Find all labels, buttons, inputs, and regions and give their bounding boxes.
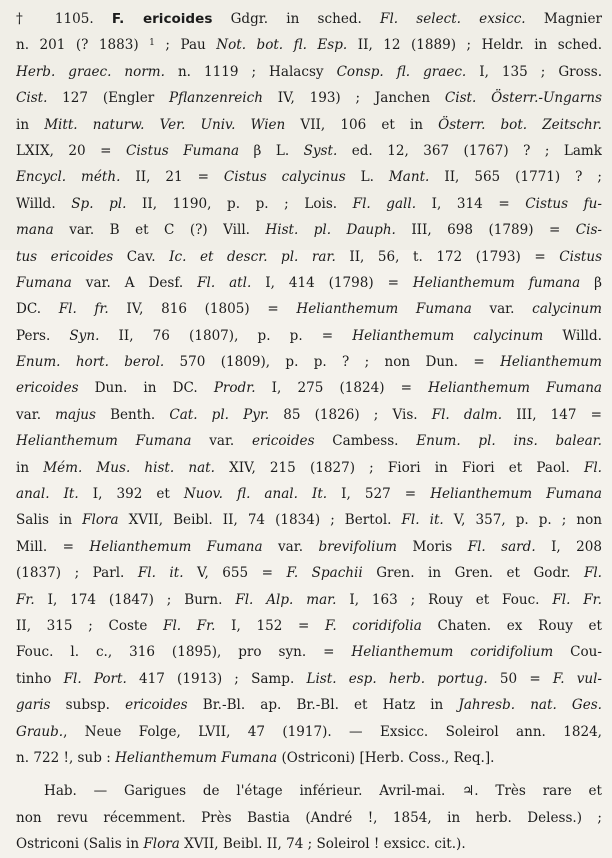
synonymy-text: Fl. select. exsicc.: [380, 11, 526, 27]
synonymy-text: β L.: [239, 142, 304, 159]
habitat-line: [16, 778, 602, 804]
synonymy-text: VII, 106 et in: [285, 116, 439, 133]
synonymy-text: I, 208: [535, 538, 602, 555]
synonymy-text: Helianthemum calycinum: [352, 327, 544, 344]
synonymy-text: Fl. gall.: [352, 195, 417, 212]
synonymy-text: III, 698 (1789) =: [395, 222, 576, 239]
synonymy-text: Helianthemum Fumana: [16, 433, 192, 450]
synonymy-line: [16, 296, 602, 322]
synonymy-text: Jahresb. nat. Ges.: [458, 697, 602, 714]
synonymy-line: [16, 217, 602, 243]
synonymy-line: [16, 639, 602, 665]
synonymy-text: Cis-: [575, 222, 602, 239]
synonymy-line: [16, 745, 602, 771]
synonymy-text: Mant.: [388, 169, 430, 186]
synonymy-line: [16, 481, 602, 507]
synonymy-text: 85 (1826) ; Vis.: [269, 406, 432, 423]
synonymy-text: brevifolium: [318, 538, 398, 555]
synonymy-text: Fl. it.: [401, 512, 444, 529]
synonymy-text: Prodr.: [213, 380, 256, 397]
synonymy-text: majus: [55, 406, 96, 423]
synonymy-text: Ic. et descr. pl. rar.: [169, 248, 336, 265]
synonymy-text: Cav.: [113, 248, 170, 265]
synonymy-text: Fl.: [583, 459, 602, 476]
synonymy-text: V, 655 =: [183, 565, 287, 582]
synonymy-text: Willd.: [543, 327, 602, 344]
synonymy-text: Helianthemum Fumana: [89, 538, 263, 555]
synonymy-line: [16, 534, 602, 560]
habitat-text: non revu récemment. Près Bastia (André !, 1854, in herb. Deless.) ;: [16, 809, 602, 826]
synonymy-text: IV, 816 (1805) =: [108, 301, 297, 318]
synonymy-text: Cou-: [553, 644, 602, 661]
synonymy-text: tinho: [16, 670, 64, 687]
synonymy-text: Benth.: [95, 406, 170, 423]
synonymy-text: III, 147 =: [502, 406, 602, 423]
synonymy-line: [16, 6, 602, 32]
synonymy-text: Fl. dalm.: [431, 406, 503, 423]
synonymy-text: n. 722 !, sub :: [16, 749, 116, 766]
synonymy-text: Not. bot. fl. Esp.: [216, 37, 348, 54]
synonymy-text: II, 76 (1807), p. p. =: [99, 327, 353, 344]
habitat-text: Hab. — Garigues de l'étage inférieur. Avril-mai. ♃. Très rare et: [44, 783, 602, 800]
synonymy-text: Moris: [397, 538, 468, 555]
synonymy-text: var.: [191, 433, 252, 450]
synonymy-text: Willd.: [16, 195, 72, 212]
synonymy-text: var.: [471, 301, 533, 318]
synonymy-text: 50 =: [487, 670, 553, 687]
synonymy-line: [16, 270, 602, 296]
synonymy-text: Enum. hort. berol.: [16, 354, 165, 371]
synonymy-text: Helianthemum fumana: [412, 274, 581, 291]
synonymy-text: Graub.: [16, 723, 64, 740]
synonymy-text: Fr.: [16, 591, 35, 608]
synonymy-text: 417 (1913) ; Samp.: [126, 670, 307, 687]
habitat-line: [16, 805, 602, 831]
synonymy-text: Fl. Alp. mar.: [235, 591, 337, 608]
synonymy-paragraph: [16, 6, 602, 771]
synonymy-text: I, 163 ; Rouy et Fouc.: [336, 591, 553, 608]
synonymy-text: II, 21 =: [120, 169, 224, 186]
synonymy-text: I, 314 =: [416, 195, 526, 212]
synonymy-text: Mill. =: [16, 538, 90, 555]
synonymy-text: Salis in: [16, 512, 83, 529]
synonymy-text: var. B et C (?) Vill.: [53, 222, 266, 239]
synonymy-text: Cistus fu-: [525, 195, 602, 212]
synonymy-text: List. esp. herb. portug.: [306, 670, 488, 687]
synonymy-text: Encycl. méth.: [16, 169, 121, 186]
synonymy-text: var.: [262, 538, 319, 555]
synonymy-text: Chaten. ex Rouy et: [421, 617, 602, 634]
synonymy-text: IV, 193) ; Janchen: [262, 90, 445, 107]
synonymy-text: DC.: [16, 301, 59, 318]
synonymy-text: 570 (1809), p. p. ? ; non Dun. =: [164, 354, 501, 371]
synonymy-line: [16, 560, 602, 586]
synonymy-text: Enum. pl. ins. balear.: [416, 433, 602, 450]
synonymy-text: Magnier: [525, 11, 602, 27]
synonymy-text: Fl. it.: [137, 565, 184, 582]
synonymy-text: (Ostriconi) [Herb. Coss., Req.].: [277, 749, 495, 766]
synonymy-text: Cistus Fumana: [125, 142, 240, 159]
synonymy-text: garis: [16, 697, 51, 714]
synonymy-text: I, 414 (1798) =: [251, 274, 413, 291]
synonymy-text: F. coridifolia: [325, 617, 422, 634]
synonymy-text: mana: [16, 222, 54, 239]
synonymy-line: [16, 587, 602, 613]
synonymy-text: Fl.: [583, 565, 602, 582]
synonymy-text: ericoides: [251, 433, 315, 450]
synonymy-text: Fl. Fr.: [552, 591, 602, 608]
synonymy-text: ericoides: [125, 697, 188, 714]
synonymy-text: Helianthemum Fumana: [296, 301, 472, 318]
synonymy-text: Pers.: [16, 327, 70, 344]
synonymy-text: Br.-Bl. ap. Br.-Bl. et Hatz in: [187, 697, 459, 714]
synonymy-line: [16, 85, 602, 111]
synonymy-text: 127 (Engler: [47, 90, 169, 107]
synonymy-line: [16, 455, 602, 481]
synonymy-text: in: [16, 116, 45, 133]
synonymy-text: Dun. in DC.: [78, 380, 214, 397]
synonymy-text: II, 565 (1771) ? ;: [429, 169, 602, 186]
synonymy-text: II, 56, t. 172 (1793) =: [335, 248, 560, 265]
synonymy-text: Mém. Mus. hist. nat.: [43, 459, 215, 476]
synonymy-text: Fl. atl.: [197, 274, 252, 291]
synonymy-text: , Neue Folge, LVII, 47 (1917). — Exsicc. Soleirol ann. 1824,: [63, 723, 602, 740]
synonymy-text: n. 1119 ; Halacsy: [164, 63, 337, 80]
synonymy-text: I, 174 (1847) ; Burn.: [34, 591, 236, 608]
synonymy-text: Helianthemum Fumana: [428, 380, 602, 397]
synonymy-text: var.: [16, 406, 56, 423]
synonymy-text: Cambess.: [314, 433, 417, 450]
synonymy-text: Fl. sard.: [467, 538, 536, 555]
synonymy-text: Helianthemum Fumana: [430, 486, 602, 503]
synonymy-text: anal. It.: [16, 486, 79, 503]
synonymy-text: Gren. in Gren. et Godr.: [362, 565, 584, 582]
synonymy-text: I, 275 (1824) =: [255, 380, 429, 397]
synonymy-text: Helianthemum Fumana: [115, 749, 278, 766]
synonymy-line: [16, 692, 602, 718]
synonymy-line: [16, 323, 602, 349]
synonymy-line: [16, 402, 602, 428]
synonymy-text: ed. 12, 367 (1767) ? ; Lamk: [337, 142, 602, 159]
synonymy-text: calycinum: [532, 301, 602, 318]
synonymy-text: Cist.: [16, 90, 48, 107]
synonymy-text: Flora: [82, 512, 119, 529]
synonymy-text: Mitt. naturw. Ver. Univ. Wien: [44, 116, 286, 133]
synonymy-text: II, 315 ; Coste: [16, 617, 164, 634]
habitat-text: Ostriconi (Salis in: [16, 836, 144, 853]
synonymy-text: I, 527 =: [327, 486, 431, 503]
footnote-mark: 1: [149, 38, 155, 49]
habitat-line: [16, 831, 602, 857]
synonymy-text: Sp. pl.: [71, 195, 127, 212]
habitat-text: XVII, Beibl. II, 74 ; Soleirol ! exsicc. cit.).: [179, 836, 466, 853]
synonymy-line: [16, 112, 602, 138]
habitat-paragraph: [16, 778, 602, 857]
synonymy-text: Helianthemum: [500, 354, 602, 371]
synonymy-line: [16, 613, 602, 639]
synonymy-line: [16, 719, 602, 745]
synonymy-text: † 1105.: [16, 11, 112, 27]
synonymy-text: var. A Desf.: [71, 274, 198, 291]
synonymy-text: Fl. fr.: [58, 301, 109, 318]
synonymy-text: β: [580, 274, 602, 291]
synonymy-text: Helianthemum coridifolium: [351, 644, 554, 661]
synonymy-text: Österr. bot. Zeitschr.: [438, 116, 602, 133]
synonymy-text: II, 1190, p. p. ; Lois.: [126, 195, 353, 212]
synonymy-text: Fl. Fr.: [163, 617, 216, 634]
synonymy-line: [16, 507, 602, 533]
synonymy-line: [16, 349, 602, 375]
synonymy-text: Cat. pl. Pyr.: [169, 406, 270, 423]
synonymy-text: ; Pau: [154, 37, 217, 54]
synonymy-text: Nuov. fl. anal. It.: [183, 486, 328, 503]
synonymy-text: Syn.: [69, 327, 100, 344]
synonymy-text: Cistus calycinus: [223, 169, 346, 186]
species-entry: [16, 6, 602, 858]
synonymy-text: (1837) ; Parl.: [16, 565, 138, 582]
habitat-text: Flora: [143, 836, 180, 853]
synonymy-text: ericoides: [16, 380, 79, 397]
synonymy-text: Cist. Österr.-Ungarns: [444, 90, 602, 107]
synonymy-text: n. 201 (? 1883): [16, 37, 150, 54]
synonymy-line: [16, 191, 602, 217]
synonymy-line: [16, 164, 602, 190]
synonymy-text: Pflanzenreich: [168, 90, 263, 107]
synonymy-line: [16, 244, 602, 270]
synonymy-text: Fl. Port.: [63, 670, 127, 687]
synonymy-text: XIV, 215 (1827) ; Fiori in Fiori et Paol.: [214, 459, 584, 476]
species-name: F. ericoides: [111, 11, 213, 27]
synonymy-text: F. vul-: [552, 670, 602, 687]
synonymy-text: in: [16, 459, 44, 476]
synonymy-text: Cistus: [559, 248, 602, 265]
synonymy-text: Fouc. l. c., 316 (1895), pro syn. =: [16, 644, 352, 661]
synonymy-text: Herb. graec. norm.: [16, 63, 165, 80]
synonymy-text: L.: [345, 169, 389, 186]
synonymy-text: V, 357, p. p. ; non: [443, 512, 602, 529]
synonymy-text: Hist. pl. Dauph.: [265, 222, 396, 239]
synonymy-line: [16, 32, 602, 58]
synonymy-text: F. Spachii: [286, 565, 363, 582]
synonymy-line: [16, 666, 602, 692]
synonymy-line: [16, 428, 602, 454]
synonymy-line: [16, 138, 602, 164]
synonymy-text: LXIX, 20 =: [16, 142, 126, 159]
synonymy-text: I, 152 =: [215, 617, 326, 634]
synonymy-text: II, 12 (1889) ; Heldr. in sched.: [347, 37, 602, 54]
synonymy-text: I, 135 ; Gross.: [466, 63, 602, 80]
synonymy-line: [16, 59, 602, 85]
synonymy-text: subsp.: [50, 697, 126, 714]
synonymy-text: tus ericoides: [16, 248, 114, 265]
synonymy-text: Syst.: [303, 142, 338, 159]
synonymy-text: Consp. fl. graec.: [336, 63, 467, 80]
synonymy-line: [16, 375, 602, 401]
synonymy-text: XVII, Beibl. II, 74 (1834) ; Bertol.: [118, 512, 402, 529]
synonymy-text: I, 392 et: [78, 486, 184, 503]
synonymy-text: Gdgr. in sched.: [212, 11, 381, 27]
synonymy-text: Fumana: [16, 274, 72, 291]
